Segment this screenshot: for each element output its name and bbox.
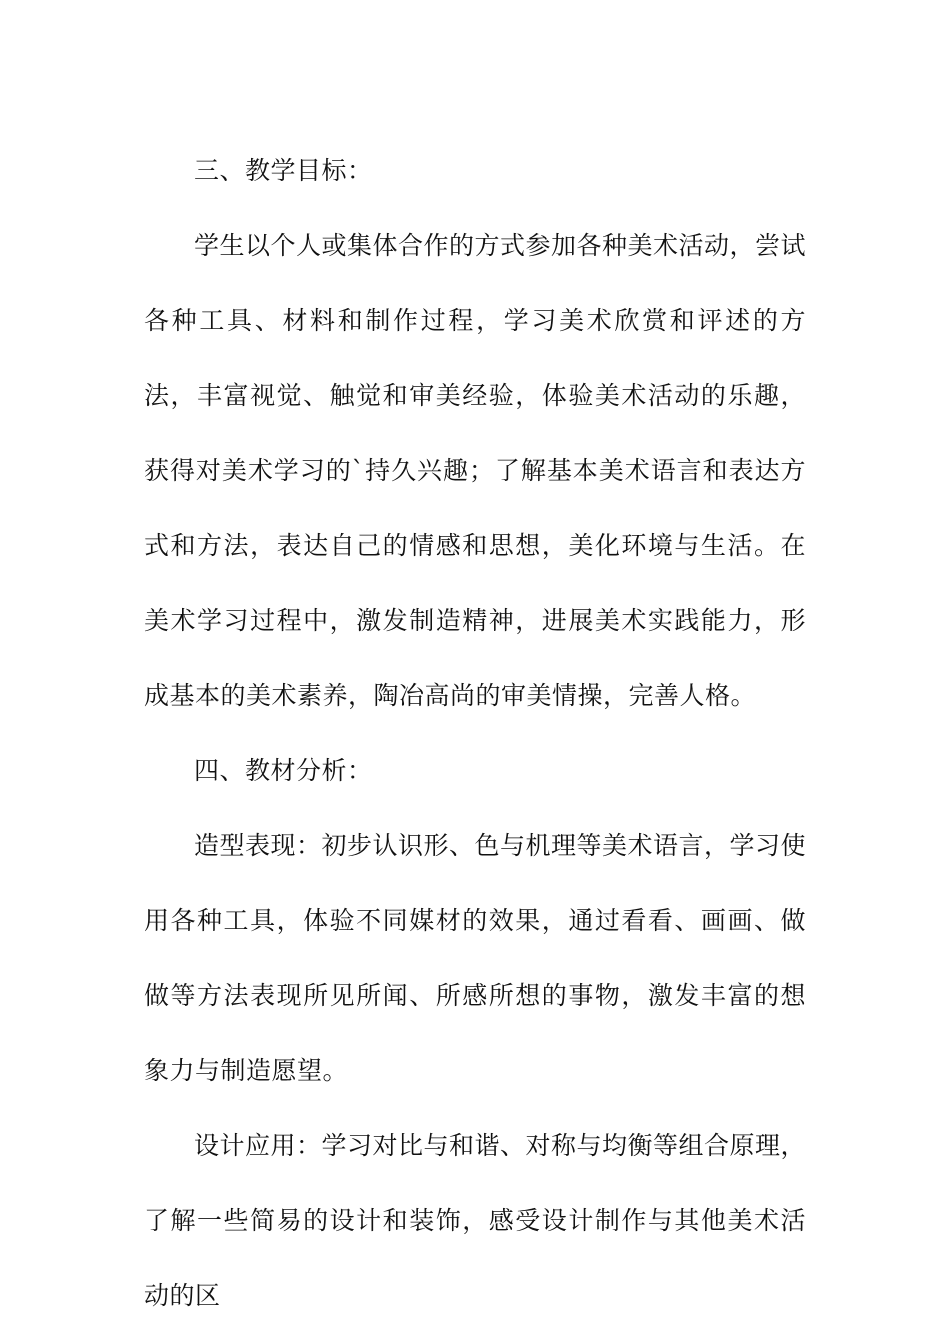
paragraph-objectives: 学生以个人或集体合作的方式参加各种美术活动，尝试各种工具、材料和制作过程，学习美术欣赏和评述的方法，丰富视觉、触觉和审美经验，体验美术活动的乐趣，获得对美术学习的`持久兴趣；了解基本美术语言和表达方式和方法，表达自己的情感和思想，美化环境与生活。在美术学习过程中，激发制造精神，进展美术实践能力，形成基本的美术素养，陶冶高尚的审美情操，完善人格。 xyxy=(144,231,807,710)
section-heading-material-analysis: 四、教材分析： xyxy=(194,756,373,785)
section-heading-teaching-objectives: 三、教学目标： xyxy=(194,156,373,185)
document-body xyxy=(144,133,806,1333)
paragraph-design-application: 设计应用：学习对比与和谐、对称与均衡等组合原理，了解一些简易的设计和装饰，感受设计制作与其他美术活动的区 xyxy=(144,1131,807,1310)
paragraph-modeling-expression: 造型表现：初步认识形、色与机理等美术语言，学习使用各种工具，体验不同媒材的效果，通过看看、画画、做做等方法表现所见所闻、所感所想的事物，激发丰富的想象力与制造愿望。 xyxy=(144,831,807,1085)
